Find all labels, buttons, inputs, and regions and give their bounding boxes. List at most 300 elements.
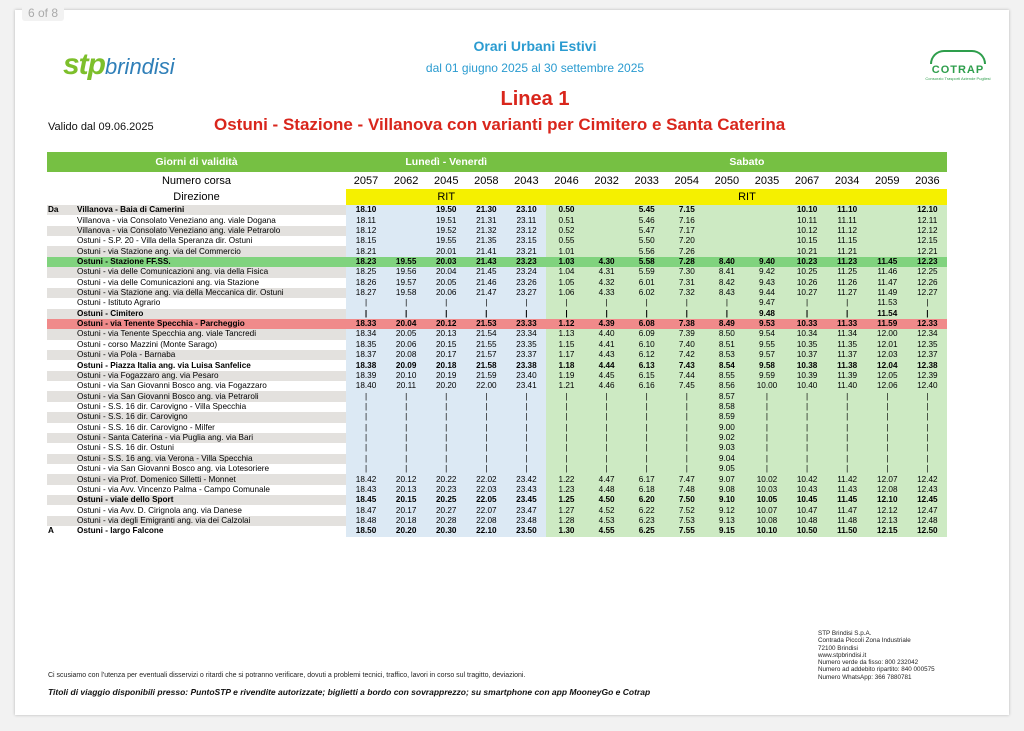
departure-time: 20.05 [386, 329, 426, 339]
departure-time: | [426, 454, 466, 464]
departure-time: 18.23 [346, 257, 386, 267]
departure-time: 23.43 [506, 485, 546, 495]
departure-time: 19.50 [426, 205, 466, 215]
stop-name: Villanova - via Consolato Veneziano ang. viale Dogana [76, 215, 346, 225]
departure-time: 18.35 [346, 340, 386, 350]
departure-time: 7.17 [667, 226, 707, 236]
departure-time: 19.57 [386, 278, 426, 288]
departure-time: 12.10 [907, 205, 947, 215]
row-marker [47, 329, 76, 339]
departure-time: 21.32 [466, 226, 506, 236]
departure-time: 1.13 [546, 329, 586, 339]
departure-time: 12.06 [867, 381, 907, 391]
departure-time: 7.38 [667, 319, 707, 329]
table-row [47, 381, 947, 391]
departure-time: | [346, 443, 386, 453]
departure-time: 23.41 [506, 381, 546, 391]
departure-time: 19.55 [426, 236, 466, 246]
departure-time: | [907, 309, 947, 319]
table-row [47, 360, 947, 370]
cotrap-logo: COTRAP Consorzio Trasporti Aziende Pugliesi [924, 50, 992, 81]
valid-from: Valido dal 09.06.2025 [48, 121, 154, 133]
departure-time: | [346, 309, 386, 319]
direction-label: Direzione [173, 191, 220, 203]
departure-time: | [907, 402, 947, 412]
departure-time: | [506, 464, 546, 474]
departure-time: | [426, 391, 466, 401]
stp-brindisi-logo: stpbrindisi [63, 48, 175, 81]
departure-time: 18.39 [346, 371, 386, 381]
weekdays-header: Lunedì - Venerdì [346, 152, 546, 172]
departure-time: 12.33 [907, 319, 947, 329]
departure-time: | [426, 309, 466, 319]
departure-time: | [587, 454, 627, 464]
departure-time: 7.26 [667, 246, 707, 256]
departure-time: 8.53 [707, 350, 747, 360]
row-marker [47, 267, 76, 277]
table-row [47, 495, 947, 505]
departure-time: | [787, 412, 827, 422]
departure-time: 19.52 [426, 226, 466, 236]
departure-time: 10.37 [787, 350, 827, 360]
departure-time: 7.50 [667, 495, 707, 505]
row-marker: Da [47, 205, 76, 215]
departure-time: | [466, 423, 506, 433]
departure-time: 6.17 [627, 474, 667, 484]
departure-time: 12.39 [907, 371, 947, 381]
row-marker [47, 516, 76, 526]
departure-time: | [546, 298, 586, 308]
departure-time: 8.41 [707, 267, 747, 277]
stop-name: Ostuni - via Stazione ang. via del Commercio [76, 246, 346, 256]
departure-time: 7.48 [667, 485, 707, 495]
departure-time: | [426, 443, 466, 453]
row-marker: A [47, 526, 76, 536]
departure-time: | [346, 391, 386, 401]
row-marker [47, 246, 76, 256]
departure-time: 10.35 [787, 340, 827, 350]
departure-time: | [747, 454, 787, 464]
departure-time: 18.27 [346, 288, 386, 298]
departure-time: 12.07 [867, 474, 907, 484]
departure-time: | [346, 298, 386, 308]
departure-time: 20.11 [386, 381, 426, 391]
departure-time: 7.31 [667, 278, 707, 288]
departure-time: 23.27 [506, 288, 546, 298]
stop-name: Ostuni - via degli Emigranti ang. via dei Calzolai [76, 516, 346, 526]
departure-time: | [907, 454, 947, 464]
row-marker [47, 371, 76, 381]
departure-time: 23.35 [506, 340, 546, 350]
departure-time: 12.38 [907, 360, 947, 370]
departure-time: | [346, 454, 386, 464]
run-number: 2062 [393, 174, 419, 187]
departure-time: 18.45 [346, 495, 386, 505]
table-row [47, 412, 947, 422]
departure-time: 12.01 [867, 340, 907, 350]
stop-name: Villanova - via Consolato Veneziano ang. viale Petrarolo [76, 226, 346, 236]
departure-time: 20.22 [426, 474, 466, 484]
stop-name: Ostuni - Santa Caterina - via Puglia ang. via Bari [76, 433, 346, 443]
departure-time: 11.21 [827, 246, 867, 256]
departure-time: 20.15 [386, 495, 426, 505]
departure-time: 9.04 [707, 454, 747, 464]
departure-time: 5.45 [627, 205, 667, 215]
departure-time: 6.15 [627, 371, 667, 381]
table-row [47, 329, 947, 339]
departure-time: 4.41 [587, 340, 627, 350]
departure-time: 11.23 [827, 257, 867, 267]
table-row [47, 433, 947, 443]
departure-time: 7.55 [667, 526, 707, 536]
departure-time: 20.06 [386, 340, 426, 350]
departure-time: 9.58 [747, 360, 787, 370]
departure-time: 20.20 [386, 526, 426, 536]
departure-time: 21.54 [466, 329, 506, 339]
departure-time: 20.10 [386, 371, 426, 381]
departure-time: | [827, 464, 867, 474]
stop-name: Ostuni - via Avv. D. Cirignola ang. via Danese [76, 505, 346, 515]
departure-time: 19.55 [386, 257, 426, 267]
departure-time: | [506, 433, 546, 443]
departure-time: 12.35 [907, 340, 947, 350]
stop-name: Ostuni - via Prof. Domenico Silletti - Monnet [76, 474, 346, 484]
stop-name: Ostuni - S.P. 20 - Villa della Speranza dir. Ostuni [76, 236, 346, 246]
table-row [47, 267, 947, 277]
departure-time: 10.33 [787, 319, 827, 329]
departure-time: 11.47 [827, 505, 867, 515]
departure-time: | [346, 412, 386, 422]
stop-name: Ostuni - S.S. 16 dir. Carovigno [76, 412, 346, 422]
departure-time: 1.23 [546, 485, 586, 495]
departure-time: 20.06 [426, 288, 466, 298]
departure-time: | [867, 443, 907, 453]
departure-time: | [667, 423, 707, 433]
departure-time: 18.48 [346, 516, 386, 526]
departure-time: 23.15 [506, 236, 546, 246]
departure-time: 22.07 [466, 505, 506, 515]
stop-name: Ostuni - via San Giovanni Bosco ang. via Petraroli [76, 391, 346, 401]
departure-time [867, 236, 907, 246]
departure-time: | [506, 391, 546, 401]
departure-time: 8.59 [707, 412, 747, 422]
departure-time: 18.40 [346, 381, 386, 391]
departure-time: 10.21 [787, 246, 827, 256]
departure-time: 20.23 [426, 485, 466, 495]
departure-time: 7.15 [667, 205, 707, 215]
departure-time: 21.43 [466, 257, 506, 267]
table-row [47, 309, 947, 319]
departure-time [707, 205, 747, 215]
departure-time: 6.01 [627, 278, 667, 288]
table-row [47, 474, 947, 484]
saturday-header: Sabato [546, 152, 947, 172]
departure-time: 22.10 [466, 526, 506, 536]
departure-time: | [466, 412, 506, 422]
departure-time: | [546, 309, 586, 319]
departure-time [707, 236, 747, 246]
departure-time: 8.50 [707, 329, 747, 339]
departure-time: | [506, 298, 546, 308]
departure-time: | [627, 443, 667, 453]
period-subtitle: dal 01 giugno 2025 al 30 settembre 2025 [425, 61, 645, 75]
departure-time: 12.25 [907, 267, 947, 277]
departure-time: 23.34 [506, 329, 546, 339]
departure-time: 8.56 [707, 381, 747, 391]
departure-time: 1.04 [546, 267, 586, 277]
departure-time: 12.12 [907, 226, 947, 236]
departure-time: 20.05 [426, 278, 466, 288]
departure-time: | [546, 464, 586, 474]
stop-name: Ostuni - corso Mazzini (Monte Sarago) [76, 340, 346, 350]
table-row [47, 236, 947, 246]
departure-time: 6.08 [627, 319, 667, 329]
row-marker [47, 309, 76, 319]
row-marker [47, 423, 76, 433]
departure-time: | [867, 423, 907, 433]
departure-time: 11.59 [867, 319, 907, 329]
stop-name: Ostuni - viale dello Sport [76, 495, 346, 505]
departure-time: | [426, 402, 466, 412]
departure-time: 22.05 [466, 495, 506, 505]
departure-time: 6.25 [627, 526, 667, 536]
departure-time: 12.10 [867, 495, 907, 505]
departure-time: 18.15 [346, 236, 386, 246]
departure-time [587, 215, 627, 225]
departure-time: 20.04 [426, 267, 466, 277]
departure-time: 18.38 [346, 360, 386, 370]
departure-time: | [386, 402, 426, 412]
departure-time: 1.21 [546, 381, 586, 391]
departure-time: | [907, 464, 947, 474]
departure-time: 12.00 [867, 329, 907, 339]
validity-header: Giorni di validità [47, 152, 346, 172]
departure-time: | [466, 402, 506, 412]
departure-time: 9.02 [707, 433, 747, 443]
departure-time: | [867, 402, 907, 412]
departure-time: | [386, 412, 426, 422]
departure-time: | [587, 443, 627, 453]
departure-time: | [466, 433, 506, 443]
departure-time: 8.49 [707, 319, 747, 329]
line-title: Linea 1 [500, 88, 570, 110]
departure-time: 9.48 [747, 309, 787, 319]
departure-time: | [787, 433, 827, 443]
departure-time: | [546, 423, 586, 433]
departure-time: 10.05 [747, 495, 787, 505]
departure-time: 10.23 [787, 257, 827, 267]
row-marker [47, 360, 76, 370]
departure-time: 1.19 [546, 371, 586, 381]
departure-time: 20.12 [426, 319, 466, 329]
table-row [47, 319, 947, 329]
departure-time: 11.35 [827, 340, 867, 350]
departure-time: 7.42 [667, 350, 707, 360]
departure-time: 12.26 [907, 278, 947, 288]
run-number: 2054 [674, 174, 700, 187]
departure-time: 10.34 [787, 329, 827, 339]
table-row [47, 205, 947, 215]
departure-time: | [386, 433, 426, 443]
departure-time: 1.25 [546, 495, 586, 505]
departure-time [386, 205, 426, 215]
departure-time: 10.48 [787, 516, 827, 526]
departure-time: 23.10 [506, 205, 546, 215]
departure-time: 12.04 [867, 360, 907, 370]
departure-time: 20.15 [426, 340, 466, 350]
departure-time: 22.00 [466, 381, 506, 391]
departure-time: | [426, 433, 466, 443]
departure-time: 20.04 [386, 319, 426, 329]
table-row [47, 454, 947, 464]
stop-name: Ostuni - via Avv. Vincenzo Palma - Campo Comunale [76, 485, 346, 495]
stop-name: Ostuni - via San Giovanni Bosco ang. via Fogazzaro [76, 381, 346, 391]
departure-time: 12.11 [907, 215, 947, 225]
departure-time: 11.49 [867, 288, 907, 298]
table-row [47, 298, 947, 308]
departure-time: 18.42 [346, 474, 386, 484]
departure-time: 12.23 [907, 257, 947, 267]
departure-time: | [506, 423, 546, 433]
departure-time: 6.18 [627, 485, 667, 495]
departure-time: 20.19 [426, 371, 466, 381]
departure-time: 7.53 [667, 516, 707, 526]
page-title: Orari Urbani Estivi [473, 38, 597, 54]
departure-time: | [787, 391, 827, 401]
departure-time: 12.47 [907, 505, 947, 515]
departure-time: 1.28 [546, 516, 586, 526]
departure-time: | [587, 464, 627, 474]
departure-time: 23.33 [506, 319, 546, 329]
row-marker [47, 474, 76, 484]
departure-time: 10.25 [787, 267, 827, 277]
departure-time: 8.42 [707, 278, 747, 288]
departure-time: | [546, 402, 586, 412]
departure-time: | [867, 412, 907, 422]
departure-time: 1.18 [546, 360, 586, 370]
departure-time [747, 236, 787, 246]
table-row [47, 464, 947, 474]
departure-time: 21.45 [466, 267, 506, 277]
departure-time: 1.01 [546, 246, 586, 256]
departure-time: 21.47 [466, 288, 506, 298]
departure-time: 4.30 [587, 257, 627, 267]
departure-time: | [587, 433, 627, 443]
departure-time: 10.43 [787, 485, 827, 495]
departure-time: 7.47 [667, 474, 707, 484]
departure-time: 4.33 [587, 288, 627, 298]
departure-time: 22.03 [466, 485, 506, 495]
departure-time [386, 246, 426, 256]
stop-name: Ostuni - Istituto Agrario [76, 298, 346, 308]
departure-time: | [827, 454, 867, 464]
departure-time: 20.17 [426, 350, 466, 360]
stop-name: Ostuni - Stazione FF.SS. [76, 257, 346, 267]
departure-time: | [907, 298, 947, 308]
row-marker [47, 350, 76, 360]
departure-time: | [546, 412, 586, 422]
departure-time: 4.55 [587, 526, 627, 536]
departure-time: | [907, 443, 947, 453]
departure-time: | [546, 454, 586, 464]
departure-time: 11.53 [867, 298, 907, 308]
departure-time: | [587, 391, 627, 401]
departure-time: 20.17 [386, 505, 426, 515]
departure-time: 7.40 [667, 340, 707, 350]
departure-time: | [867, 464, 907, 474]
departure-time [386, 215, 426, 225]
departure-time: | [787, 443, 827, 453]
departure-time: 8.54 [707, 360, 747, 370]
departure-time: 9.53 [747, 319, 787, 329]
departure-time: 4.53 [587, 516, 627, 526]
departure-time: 4.32 [587, 278, 627, 288]
departure-time [587, 226, 627, 236]
departure-time: 18.10 [346, 205, 386, 215]
departure-time: 21.41 [466, 246, 506, 256]
departure-time: 0.51 [546, 215, 586, 225]
stop-name: Ostuni - via San Giovanni Bosco ang. via Lotesoriere [76, 464, 346, 474]
departure-time: | [506, 309, 546, 319]
departure-time: 12.15 [907, 236, 947, 246]
departure-time: 20.28 [426, 516, 466, 526]
row-marker [47, 485, 76, 495]
departure-time [587, 246, 627, 256]
departure-time: 11.42 [827, 474, 867, 484]
departure-time: 23.12 [506, 226, 546, 236]
departure-time: 9.44 [747, 288, 787, 298]
departure-time: | [827, 433, 867, 443]
departure-time: 12.40 [907, 381, 947, 391]
departure-time: 7.28 [667, 257, 707, 267]
departure-time: | [907, 423, 947, 433]
run-number: 2046 [554, 174, 579, 187]
departure-time: 20.13 [426, 329, 466, 339]
departure-time: 9.05 [707, 464, 747, 474]
departure-time: 12.34 [907, 329, 947, 339]
departure-time: 11.39 [827, 371, 867, 381]
departure-time: 23.45 [506, 495, 546, 505]
departure-time: | [867, 391, 907, 401]
departure-time: 11.34 [827, 329, 867, 339]
departure-time: 1.05 [546, 278, 586, 288]
departure-time: 21.55 [466, 340, 506, 350]
table-row [47, 215, 947, 225]
departure-time: | [627, 391, 667, 401]
departure-time: 20.27 [426, 505, 466, 515]
departure-time: | [707, 309, 747, 319]
row-marker [47, 464, 76, 474]
table-row [47, 485, 947, 495]
table-row [47, 443, 947, 453]
departure-time: 7.43 [667, 360, 707, 370]
departure-time: 10.42 [787, 474, 827, 484]
departure-time: 19.51 [426, 215, 466, 225]
departure-time: 1.27 [546, 505, 586, 515]
departure-time: 23.23 [506, 257, 546, 267]
departure-time: | [747, 443, 787, 453]
departure-time: 0.50 [546, 205, 586, 215]
departure-time: 12.50 [907, 526, 947, 536]
run-number: 2032 [594, 174, 619, 187]
departure-time: | [667, 402, 707, 412]
departure-time: 20.25 [426, 495, 466, 505]
departure-time: 1.12 [546, 319, 586, 329]
table-row [47, 391, 947, 401]
departure-time: | [506, 443, 546, 453]
departure-time: 12.21 [907, 246, 947, 256]
departure-time: | [386, 391, 426, 401]
